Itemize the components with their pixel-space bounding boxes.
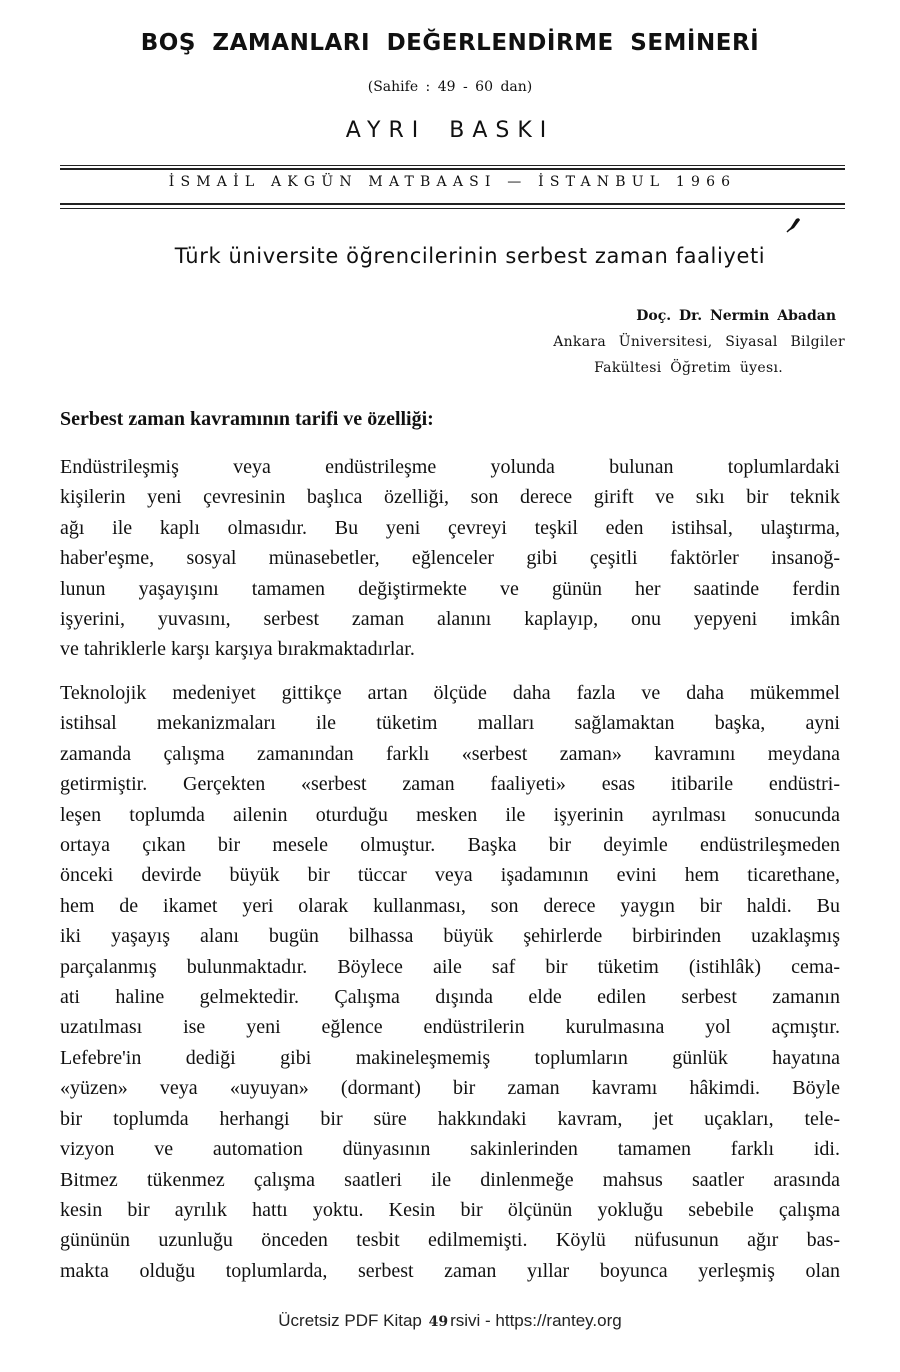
bottom-rule (60, 208, 845, 209)
text-line: zamanda çalışma zamanından farklı «serbest zaman» kavramını meydana (60, 742, 840, 765)
pages-note: (Sahife : 49 - 60 dan) (367, 79, 533, 95)
top-rule-thick (60, 168, 845, 170)
text-line: ağı ile kaplı olmasıdır. Bu yeni çevreyi teşkil eden istihsal, ulaştırma, (60, 516, 840, 539)
footer-watermark (0, 1311, 900, 1331)
text-line: hem de ikamet yeri olarak kullanması, son derece yaygın bir haldi. Bu (60, 894, 840, 917)
paragraph-1 (60, 452, 840, 665)
text-line: işyerini, yuvasını, serbest zaman alanını kaplayıp, onu yepyeni imkân (60, 608, 840, 631)
text-line: vizyon ve automation dünyasının sakinlerinden tamamen farklı idi. (60, 1138, 840, 1161)
text-line: ortaya çıkan bir mesele olmuştur. Başka bir deyimle endüstrileşmeden (60, 834, 840, 857)
text-line: getirmiştir. Gerçekten «serbest zaman faaliyeti» esas itibarile endüstri- (60, 773, 840, 796)
text-line: Lefebre'in dediği gibi makineleşmemiş toplumların günlük hayatına (60, 1046, 840, 1069)
text-line: Bitmez tükenmez çalışma saatleri ile dinlenmeğe mahsus saatler arasında (60, 1168, 840, 1191)
text-line: iki yaşayış alanı bugün bilhassa büyük şehirlerde birbirinden uzaklaşmış (60, 925, 840, 948)
seminar-title: BOŞ ZAMANLARI DEĞERLENDİRME SEMİNERİ (140, 30, 760, 56)
text-line: gününün uzunluğu önceden tesbit edilmemişti. Köylü nüfusunun ağır bas- (60, 1229, 840, 1252)
section-heading: Serbest zaman kavramının tarifi ve özelliği: (60, 408, 434, 430)
offprint-label: AYRI BASKI (345, 118, 555, 143)
text-line: leşen toplumda ailenin oturduğu mesken ile işyerinin ayrılması sonucunda (60, 803, 840, 826)
text-line: makta olduğu toplumlarda, serbest zaman yıllar boyunca yerleşmiş olan (60, 1259, 840, 1282)
text-line: önceki devirde büyük bir tüccar veya işadamının evini hem ticarethane, (60, 864, 840, 887)
author-block (553, 303, 845, 381)
watermark-prefix: Ücretsiz PDF Kitap (278, 1311, 427, 1330)
text-line: istihsal mekanizmaları ile tüketim malları sağlamaktan başka, ayni (60, 712, 840, 735)
text-line: bir toplumda herhangi bir süre hakkındaki kavram, jet uçakları, tele- (60, 1107, 840, 1130)
bottom-rule-thick (60, 203, 845, 205)
text-line: ati haline gelmektedir. Çalışma dışında elde edilen serbest zamanın (60, 986, 840, 1009)
press-line: İSMAİL AKGÜN MATBAASI — İSTANBUL 1966 (168, 174, 737, 190)
author-affiliation-line2: Fakültesi Öğretim üyesı. (594, 360, 783, 376)
text-line: kesin bir ayrılık hattı yoktu. Kesin bir ölçünün yokluğu sebebile çalışma (60, 1198, 840, 1221)
text-line: ve tahriklerle karşı karşıya bırakmaktadırlar. (60, 638, 415, 661)
text-line: haber'eşme, sosyal münasebetler, eğlenceler gibi çeşitli faktörler insanoğ- (60, 547, 840, 570)
text-line: «yüzen» veya «uyuyan» (dormant) bir zaman kavramı hâkimdi. Böyle (60, 1077, 840, 1100)
watermark-suffix: rsivi - https://rantey.org (450, 1311, 622, 1330)
text-line: Endüstrileşmiş veya endüstrileşme yolunda bulunan toplumlardaki (60, 456, 840, 478)
text-line: uzatılması ise yeni eğlence endüstrilerin kurulmasına yol açmıştır. (60, 1016, 840, 1039)
fountain-pen-icon (784, 216, 802, 234)
page-number: 49 (428, 1314, 449, 1330)
text-line: parçalanmış bulunmaktadır. Böylece aile saf bir tüketim (istihlâk) cema- (60, 955, 840, 978)
author-affiliation-line1: Ankara Üniversitesi, Siyasal Bilgiler (553, 334, 845, 350)
paragraph-2 (60, 678, 840, 1286)
text-line: kişilerin yeni çevresinin başlıca özelliği, son derece girift ve sıkı bir teknik (60, 486, 840, 509)
text-line: lunun yaşayışını tamamen değiştirmekte ve günün her saatinde ferdin (60, 577, 840, 600)
author-name: Doç. Dr. Nermin Abadan (636, 308, 836, 324)
text-line: Teknolojik medeniyet gittikçe artan ölçüde daha fazla ve daha mükemmel (60, 682, 840, 704)
top-rule (60, 165, 845, 166)
article-title: Türk üniversite öğrencilerinin serbest zaman faaliyeti (174, 244, 766, 268)
